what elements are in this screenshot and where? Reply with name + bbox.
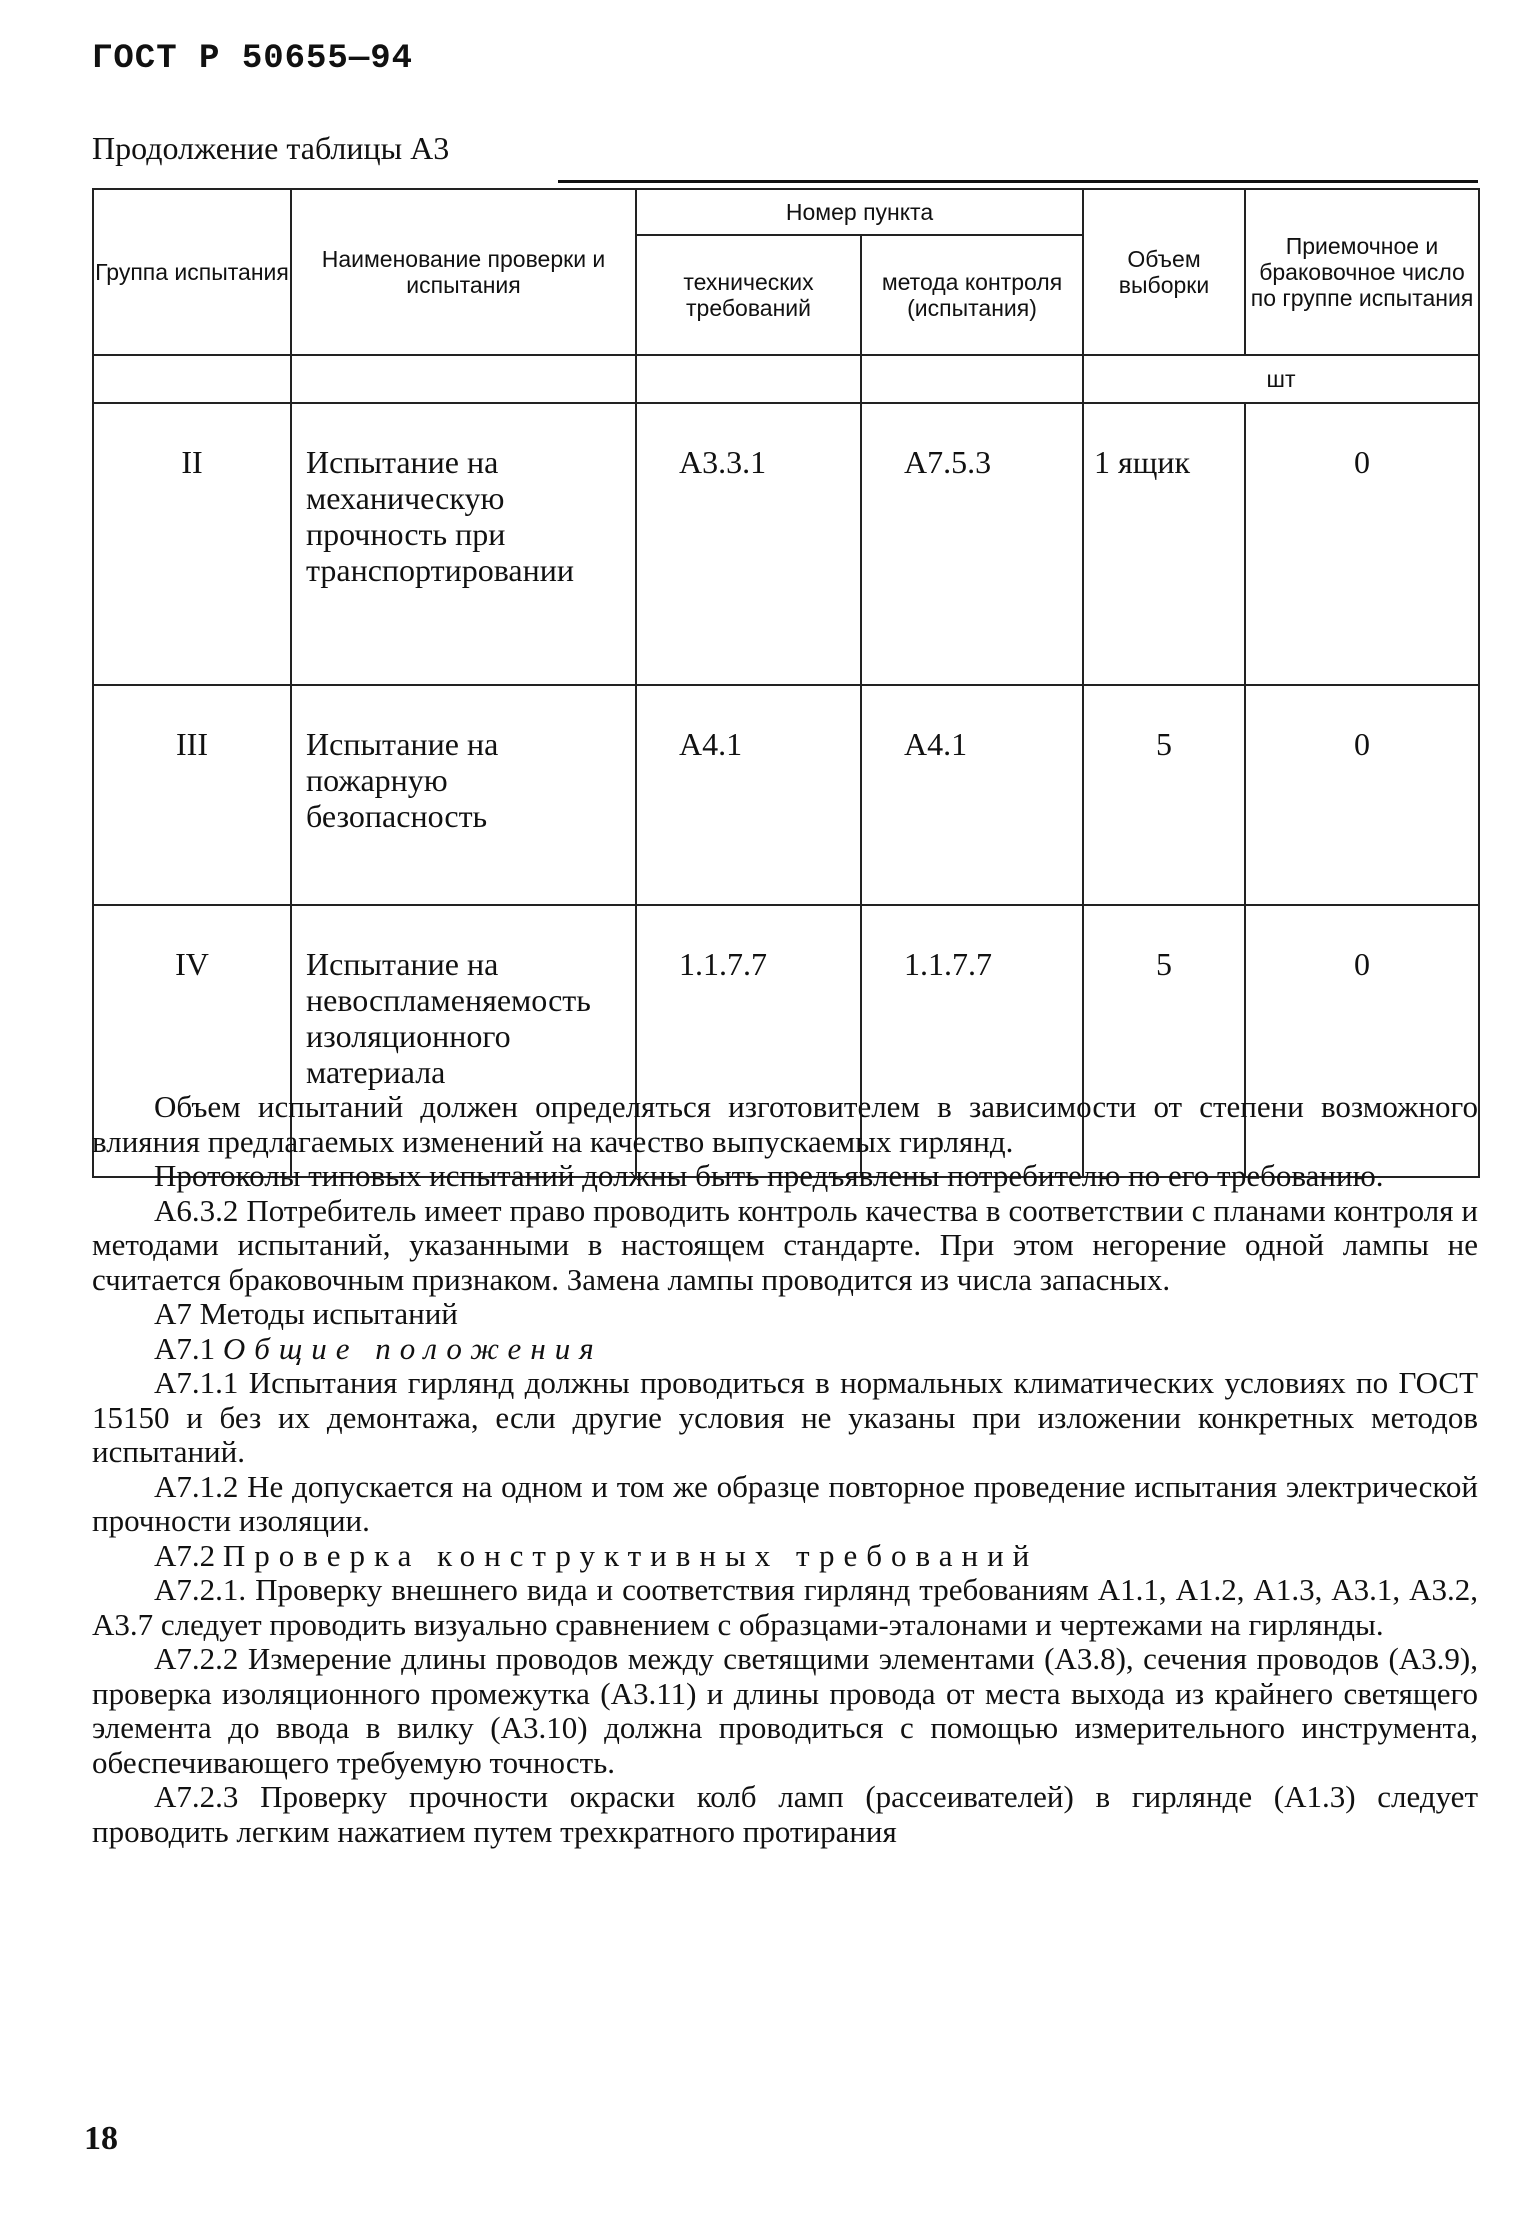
cell-group: II bbox=[93, 403, 291, 685]
cell-tech: А4.1 bbox=[636, 685, 861, 905]
header-accept: Приемочное и браковочное число по группе испытания bbox=[1245, 189, 1479, 355]
subsection-number: А7.1 bbox=[154, 1330, 216, 1366]
cell-name: Испытание на механическую прочность при транспортировании bbox=[291, 403, 636, 685]
header-unit: шт bbox=[1083, 355, 1479, 403]
header-method: метода контроля (испытания) bbox=[861, 235, 1083, 355]
header-empty-2 bbox=[291, 355, 636, 403]
header-group: Группа испытания bbox=[93, 189, 291, 355]
cell-accept: 0 bbox=[1245, 403, 1479, 685]
cell-group: IV bbox=[93, 905, 291, 1177]
table-row bbox=[93, 685, 1479, 905]
subsection-number: А7.2 bbox=[154, 1537, 216, 1573]
header-empty-1 bbox=[93, 355, 291, 403]
header-clause: Номер пункта bbox=[636, 189, 1083, 235]
cell-name: Испытание на невоспламеняемость изоляционного материала bbox=[291, 905, 636, 1177]
paragraph: А7.1.2 Не допускается на одном и том же образце повторное проведение испытания электрической прочности изоляции. bbox=[92, 1468, 1478, 1538]
cell-tech: 1.1.7.7 bbox=[636, 905, 861, 1177]
cell-method: А7.5.3 bbox=[861, 403, 1083, 685]
cell-name: Испытание на пожарную безопасность bbox=[291, 685, 636, 905]
body-text bbox=[92, 1090, 1478, 1849]
table-caption: Продолжение таблицы А3 bbox=[92, 130, 450, 166]
cell-sample: 5 bbox=[1083, 905, 1245, 1177]
paragraph: Протоколы типовых испытаний должны быть предъявлены потребителю по его требованию. bbox=[154, 1158, 1384, 1193]
paragraph: Объем испытаний должен определяться изготовителем в зависимости от степени возможного влияния предлагаемых изменений на качество выпускаемых гирлянд. bbox=[92, 1089, 1478, 1159]
paragraph: А7.2.3 Проверку прочности окраски колб ламп (рассеивателей) в гирлянде (А1.3) следует проводить легким нажатием путем трехкратного протирания bbox=[92, 1779, 1478, 1849]
paragraph: А7.2.1. Проверку внешнего вида и соответствия гирлянд требованиям А1.1, А1.2, А1.3, А3.1, А3.2, А3.7 следует проводить визуально сравнением с образцами-эталонами и чертежами на гирлянды. bbox=[92, 1572, 1478, 1642]
subsection-heading bbox=[92, 1539, 1478, 1574]
cell-tech: А3.3.1 bbox=[636, 403, 861, 685]
header-tech: технических требований bbox=[636, 235, 861, 355]
section-heading: А7 Методы испытаний bbox=[154, 1296, 458, 1331]
cell-method: А4.1 bbox=[861, 685, 1083, 905]
cell-accept: 0 bbox=[1245, 905, 1479, 1177]
caption-rule bbox=[558, 180, 1478, 183]
subsection-title: Общие положения bbox=[222, 1330, 603, 1366]
table-row bbox=[93, 403, 1479, 685]
paragraph: А6.3.2 Потребитель имеет право проводить контроль качества в соответствии с планами контроля и методами испытаний, указанными в настоящем стандарте. При этом негорение одной лампы не считается браковочным признаком. Замена лампы проводится из числа запасных. bbox=[92, 1192, 1478, 1297]
cell-sample: 5 bbox=[1083, 685, 1245, 905]
page-number: 18 bbox=[84, 2120, 118, 2157]
subsection-heading bbox=[92, 1332, 1478, 1367]
cell-group: III bbox=[93, 685, 291, 905]
header-sample: Объем выборки bbox=[1083, 189, 1245, 355]
paragraph: А7.1.1 Испытания гирлянд должны проводиться в нормальных климатических условиях по ГОСТ 15150 и без их демонтажа, если другие условия не указаны при изложении конкретных методов испытаний. bbox=[92, 1365, 1478, 1469]
cell-accept: 0 bbox=[1245, 685, 1479, 905]
cell-method: 1.1.7.7 bbox=[861, 905, 1083, 1177]
subsection-title: Проверка конструктивных требований bbox=[222, 1537, 1039, 1573]
paragraph: А7.2.2 Измерение длины проводов между светящими элементами (А3.8), сечения проводов (А3.9), проверка изоляционного промежутка (А3.11) и длины провода от места выхода из крайнего светящего элемента до ввода в вилку (А3.10) должна проводиться с помощью измерительного инструмента, обеспечивающего требуемую точность. bbox=[92, 1641, 1478, 1780]
header-name: Наименование проверки и испытания bbox=[291, 189, 636, 355]
header-empty-4 bbox=[861, 355, 1083, 403]
standard-designation: ГОСТ Р 50655—94 bbox=[92, 40, 414, 78]
cell-sample: 1 ящик bbox=[1083, 403, 1245, 685]
tests-table bbox=[92, 188, 1480, 1178]
header-empty-3 bbox=[636, 355, 861, 403]
